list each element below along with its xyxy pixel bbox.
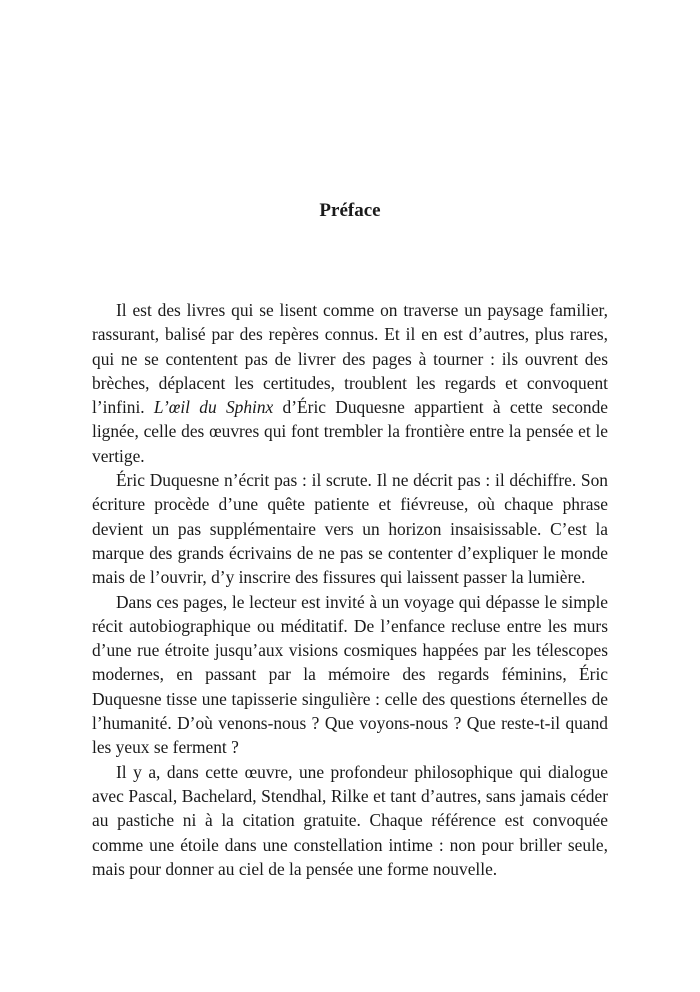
paragraph-4 bbox=[92, 760, 608, 881]
book-title-italic: L’œil du Sphinx bbox=[153, 397, 274, 418]
paragraph-1-text-a: Il est des livres qui se lisent comme on traverse un paysage familier, rassurant, balisé par des repères connus. Et il en est d’autres, plus rares, qui ne se contentent pas de livrer des pages à tourner : ils ouvrent des brèches, déplacent les certitudes, troublent les regards et convoquent l’infini. bbox=[92, 300, 608, 418]
preface-body bbox=[92, 298, 608, 881]
paragraph-3-text: Dans ces pages, le lecteur est invité à un voyage qui dépasse le simple récit autobiographique ou méditatif. De l’enfance recluse entre les murs d’une rue étroite jusqu’aux visions cosmiques happées par les télescopes modernes, en passant par la mémoire des regards féminins, Éric Duquesne tisse une tapisserie singulière : celle des questions éternelles de l’humanité. D’où venons-nous ? Que voyons-nous ? Que reste-t-il quand les yeux se ferment ? bbox=[92, 591, 608, 758]
paragraph-1 bbox=[92, 298, 608, 468]
paragraph-4-text: Il y a, dans cette œuvre, une profondeur philosophique qui dialogue avec Pascal, Bachelard, Stendhal, Rilke et tant d’autres, sans jamais céder au pastiche ni à la citation gratuite. Chaque référence est convoquée comme une étoile dans une constellation intime : non pour briller seule, mais pour donner au ciel de la pensée une forme nouvelle. bbox=[92, 761, 608, 879]
page-title: Préface bbox=[319, 200, 381, 221]
paragraph-3 bbox=[92, 590, 608, 760]
paragraph-1-text-b: d’Éric Duquesne appartient à cette seconde lignée, celle des œuvres qui font trembler la frontière entre la pensée et le vertige. bbox=[92, 397, 608, 466]
paragraph-2 bbox=[92, 468, 608, 589]
paragraph-2-text: Éric Duquesne n’écrit pas : il scrute. Il ne décrit pas : il déchiffre. Son écriture procède d’une quête patiente et fiévreuse, où chaque phrase devient un pas supplémentaire vers un horizon insaisissable. C’est la marque des grands écrivains de ne pas se contenter d’expliquer le monde mais de l’ouvrir, d’y inscrire des fissures qui laissent passer la lumière. bbox=[92, 470, 608, 588]
